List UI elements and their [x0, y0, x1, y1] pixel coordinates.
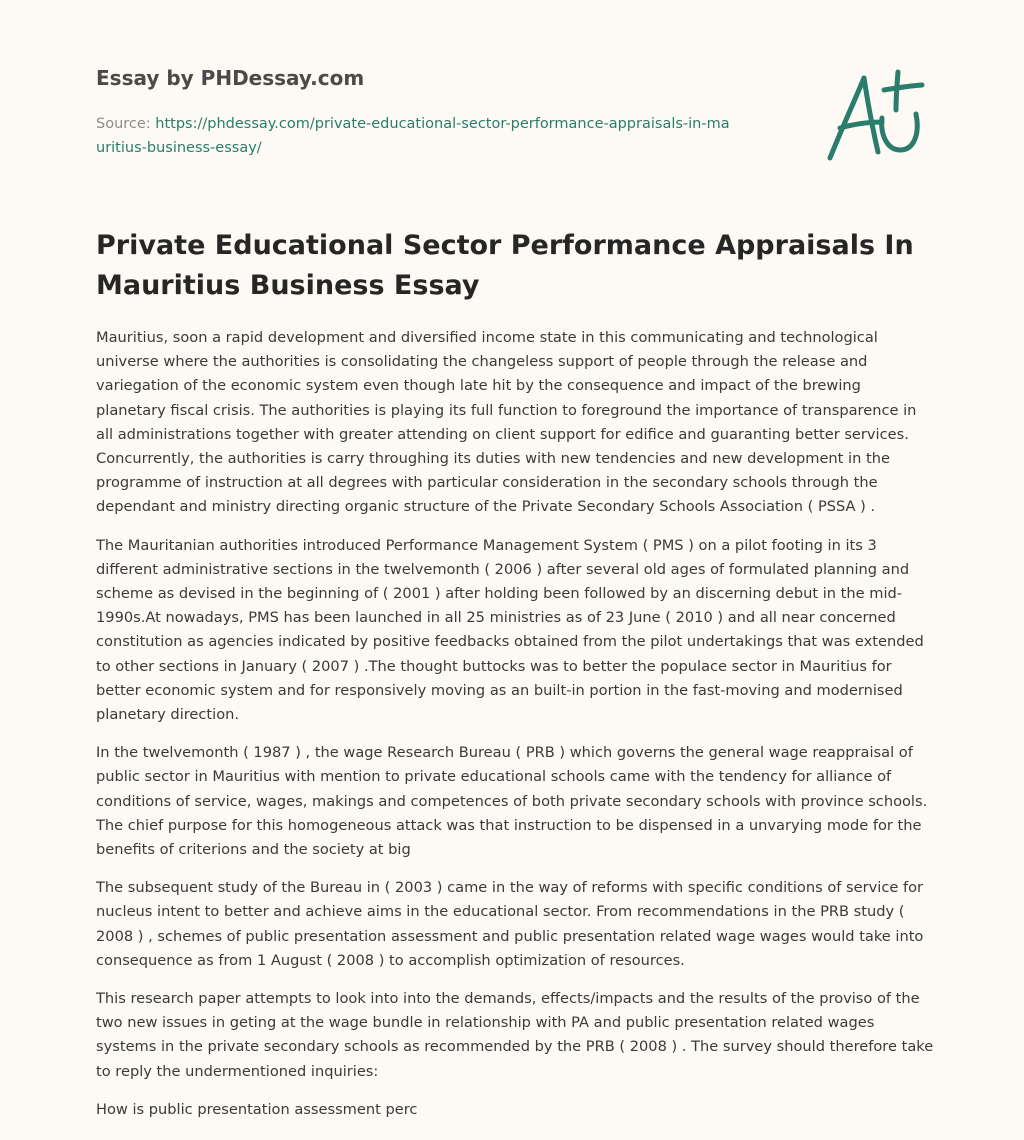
- paragraph: The Mauritanian authorities introduced Performance Management System ( PMS ) on a pilot footing in its 3 different administrative sections in the twelvemonth ( 2006 ) after several old ages of formulated planning and scheme as devised in the beginning of ( 2001 ) after holding been followed by an discerning debut in the mid-1990s.At nowadays, PMS has been launched in all 25 ministries as of 23 June ( 2010 ) and all near concerned constitution as agencies indicated by positive feedbacks obtained from the pilot undertakings that was extended to other sections in January ( 2007 ) .The thought buttocks was to better the populace sector in Mauritius for better economic system and for responsively moving as an built-in portion in the fast-moving and modernised planetary direction.: [96, 536, 924, 724]
- a-plus-logo-icon: [820, 66, 930, 166]
- article-title: Private Educational Sector Performance Appraisals In Mauritius Business Essay: [96, 230, 914, 301]
- paragraph: How is public presentation assessment perc: [96, 1100, 418, 1118]
- a-right-stroke: [864, 78, 878, 152]
- source-label: Source:: [96, 116, 151, 132]
- source-link[interactable]: https://phdessay.com/private-educational-sector-performance-appraisals-in-mauritius-business-essay/: [96, 116, 730, 156]
- paragraph: The subsequent study of the Bureau in ( 2003 ) came in the way of reforms with specific conditions of service for nucleus intent to better and achieve aims in the educational sector. From recommendations in the PRB study ( 2008 ) , schemes of public presentation assessment and public presentation related wage wages would take into consequence as from 1 August ( 2008 ) to accomplish optimization of resources.: [96, 879, 924, 969]
- paragraph: In the twelvemonth ( 1987 ) , the wage Research Bureau ( PRB ) which governs the general wage reappraisal of public sector in Mauritius with mention to private educational schools came with the tendency for alliance of conditions of service, wages, makings and competences of both private secondary schools with province schools. The chief purpose for this homogeneous attack was that instruction to be dispensed in a unvarying mode for the benefits of criterions and the society at big: [96, 744, 928, 859]
- source-line: [96, 112, 736, 160]
- article-body: [96, 326, 934, 1136]
- site-brand: Essay by PHDessay.com: [96, 66, 365, 90]
- plus-horizontal: [884, 85, 922, 90]
- plus-vertical: [896, 72, 898, 110]
- smile-curve: [882, 114, 918, 150]
- paragraph: Mauritius, soon a rapid development and diversified income state in this communicating and technological universe where the authorities is consolidating the changeless support of people through the release and variegation of the economic system even though late hit by the consequence and impact of the brewing planetary fiscal crisis. The authorities is playing its full function to foreground the importance of transparence in all administrations together with greater attending on client support for edifice and guaranting better services. Concurrently, the authorities is carry throughing its duties with new tendencies and new development in the programme of instruction at all degrees with particular consideration in the secondary schools through the dependant and ministry directing organic structure of the Private Secondary Schools Association ( PSSA ) .: [96, 329, 917, 516]
- a-left-stroke: [830, 78, 864, 158]
- a-plus-logo-svg: [820, 66, 930, 166]
- paragraph: This research paper attempts to look into into the demands, effects/impacts and the results of the proviso of the two new issues in geting at the wage bundle in relationship with PA and public presentation related wages systems in the private secondary schools as recommended by the PRB ( 2008 ) . The survey should therefore take to reply the undermentioned inquiries:: [96, 990, 934, 1080]
